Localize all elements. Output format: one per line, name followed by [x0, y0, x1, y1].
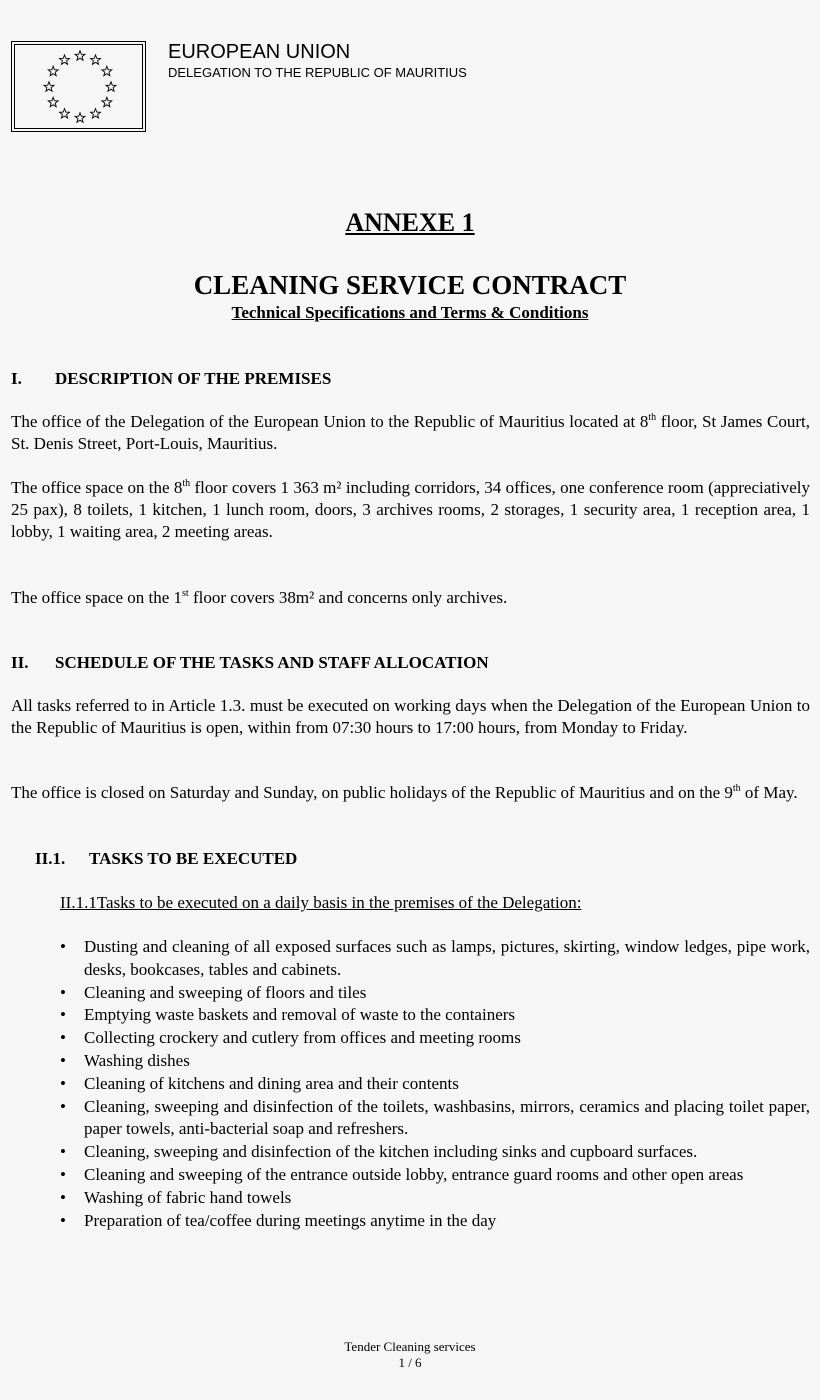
- section-number: I.: [11, 369, 22, 388]
- task-item: • Washing of fabric hand towels: [60, 1187, 810, 1210]
- subsection-heading: [35, 849, 297, 869]
- task-item: • Cleaning of kitchens and dining area and their contents: [60, 1073, 810, 1096]
- task-item: • Cleaning, sweeping and disinfection of the toilets, washbasins, mirrors, ceramics and placing toilet paper, paper towels, anti-bacterial soap and refreshers.: [60, 1096, 810, 1142]
- star-icon: [60, 109, 70, 118]
- star-icon: [75, 113, 85, 122]
- star-icon: [60, 55, 70, 64]
- star-icon: [91, 109, 101, 118]
- section-title: SCHEDULE OF THE TASKS AND STAFF ALLOCATION: [55, 653, 489, 672]
- subsection-title: TASKS TO BE EXECUTED: [89, 849, 298, 868]
- section-title: DESCRIPTION OF THE PREMISES: [55, 369, 332, 388]
- footer-title: Tender Cleaning services: [344, 1339, 476, 1354]
- subsection-number: II.1.: [35, 849, 66, 868]
- task-item: • Washing dishes: [60, 1050, 810, 1073]
- star-icon: [102, 66, 112, 75]
- task-item: • Collecting crockery and cutlery from offices and meeting rooms: [60, 1027, 810, 1050]
- star-icon: [102, 97, 112, 106]
- section-2-heading: [11, 653, 489, 673]
- section-1-heading: [11, 369, 331, 389]
- star-icon: [91, 55, 101, 64]
- task-item: • Emptying waste baskets and removal of waste to the containers: [60, 1004, 810, 1027]
- annexe-title: ANNEXE 1: [345, 208, 475, 237]
- eu-flag-logo: [11, 41, 146, 132]
- contract-title: CLEANING SERVICE CONTRACT: [193, 270, 627, 300]
- star-icon: [75, 51, 85, 60]
- task-item: • Dusting and cleaning of all exposed surfaces such as lamps, pictures, skirting, window ledges, pipe work, desks, bookcases, tables and cabinets.: [60, 936, 810, 982]
- page-footer: [0, 1339, 820, 1371]
- star-icon: [48, 97, 58, 106]
- task-item: • Preparation of tea/coffee during meetings anytime in the day: [60, 1210, 810, 1233]
- daily-task-list: [60, 936, 810, 1232]
- org-subtitle: DELEGATION TO THE REPUBLIC OF MAURITIUS: [168, 65, 467, 80]
- org-name: EUROPEAN UNION: [168, 41, 351, 63]
- office-space-8th-paragraph: The office space on the 8th floor covers 1 363 m² including corridors, 34 offices, one conference room (appreciatively 25 pax), 8 toilets, 1 kitchen, 1 lunch room, doors, 3 archives rooms, 2 storages, 1 security area, 1 reception area, 1 lobby, 1 waiting area, 2 meeting areas.: [11, 478, 811, 541]
- star-icon: [106, 82, 116, 91]
- premises-location-paragraph: The office of the Delegation of the European Union to the Republic of Mauritius located at 8th floor, St James Court, St. Denis Street, Port-Louis, Mauritius.: [11, 412, 810, 453]
- task-item: • Cleaning and sweeping of the entrance outside lobby, entrance guard rooms and other open areas: [60, 1164, 810, 1187]
- working-hours-paragraph: All tasks referred to in Article 1.3. must be executed on working days when the Delegation of the European Union to the Republic of Mauritius is open, within from 07:30 hours to 17:00 hours, from Monday to Friday.: [11, 696, 810, 737]
- section-number: II.: [11, 653, 29, 672]
- contract-subtitle: Technical Specifications and Terms & Conditions: [231, 303, 589, 322]
- page-number: 1 / 6: [398, 1355, 422, 1370]
- task-item: • Cleaning and sweeping of floors and tiles: [60, 982, 810, 1005]
- daily-tasks-heading: II.1.1Tasks to be executed on a daily basis in the premises of the Delegation:: [60, 893, 582, 912]
- closure-paragraph: The office is closed on Saturday and Sunday, on public holidays of the Republic of Mauritius and on the 9th of May.: [11, 783, 798, 802]
- star-icon: [48, 66, 58, 75]
- eu-stars-icon: [12, 42, 147, 133]
- star-icon: [44, 82, 54, 91]
- task-item: • Cleaning, sweeping and disinfection of the kitchen including sinks and cupboard surfaces.: [60, 1141, 810, 1164]
- office-space-1st-paragraph: The office space on the 1st floor covers 38m² and concerns only archives.: [11, 588, 508, 607]
